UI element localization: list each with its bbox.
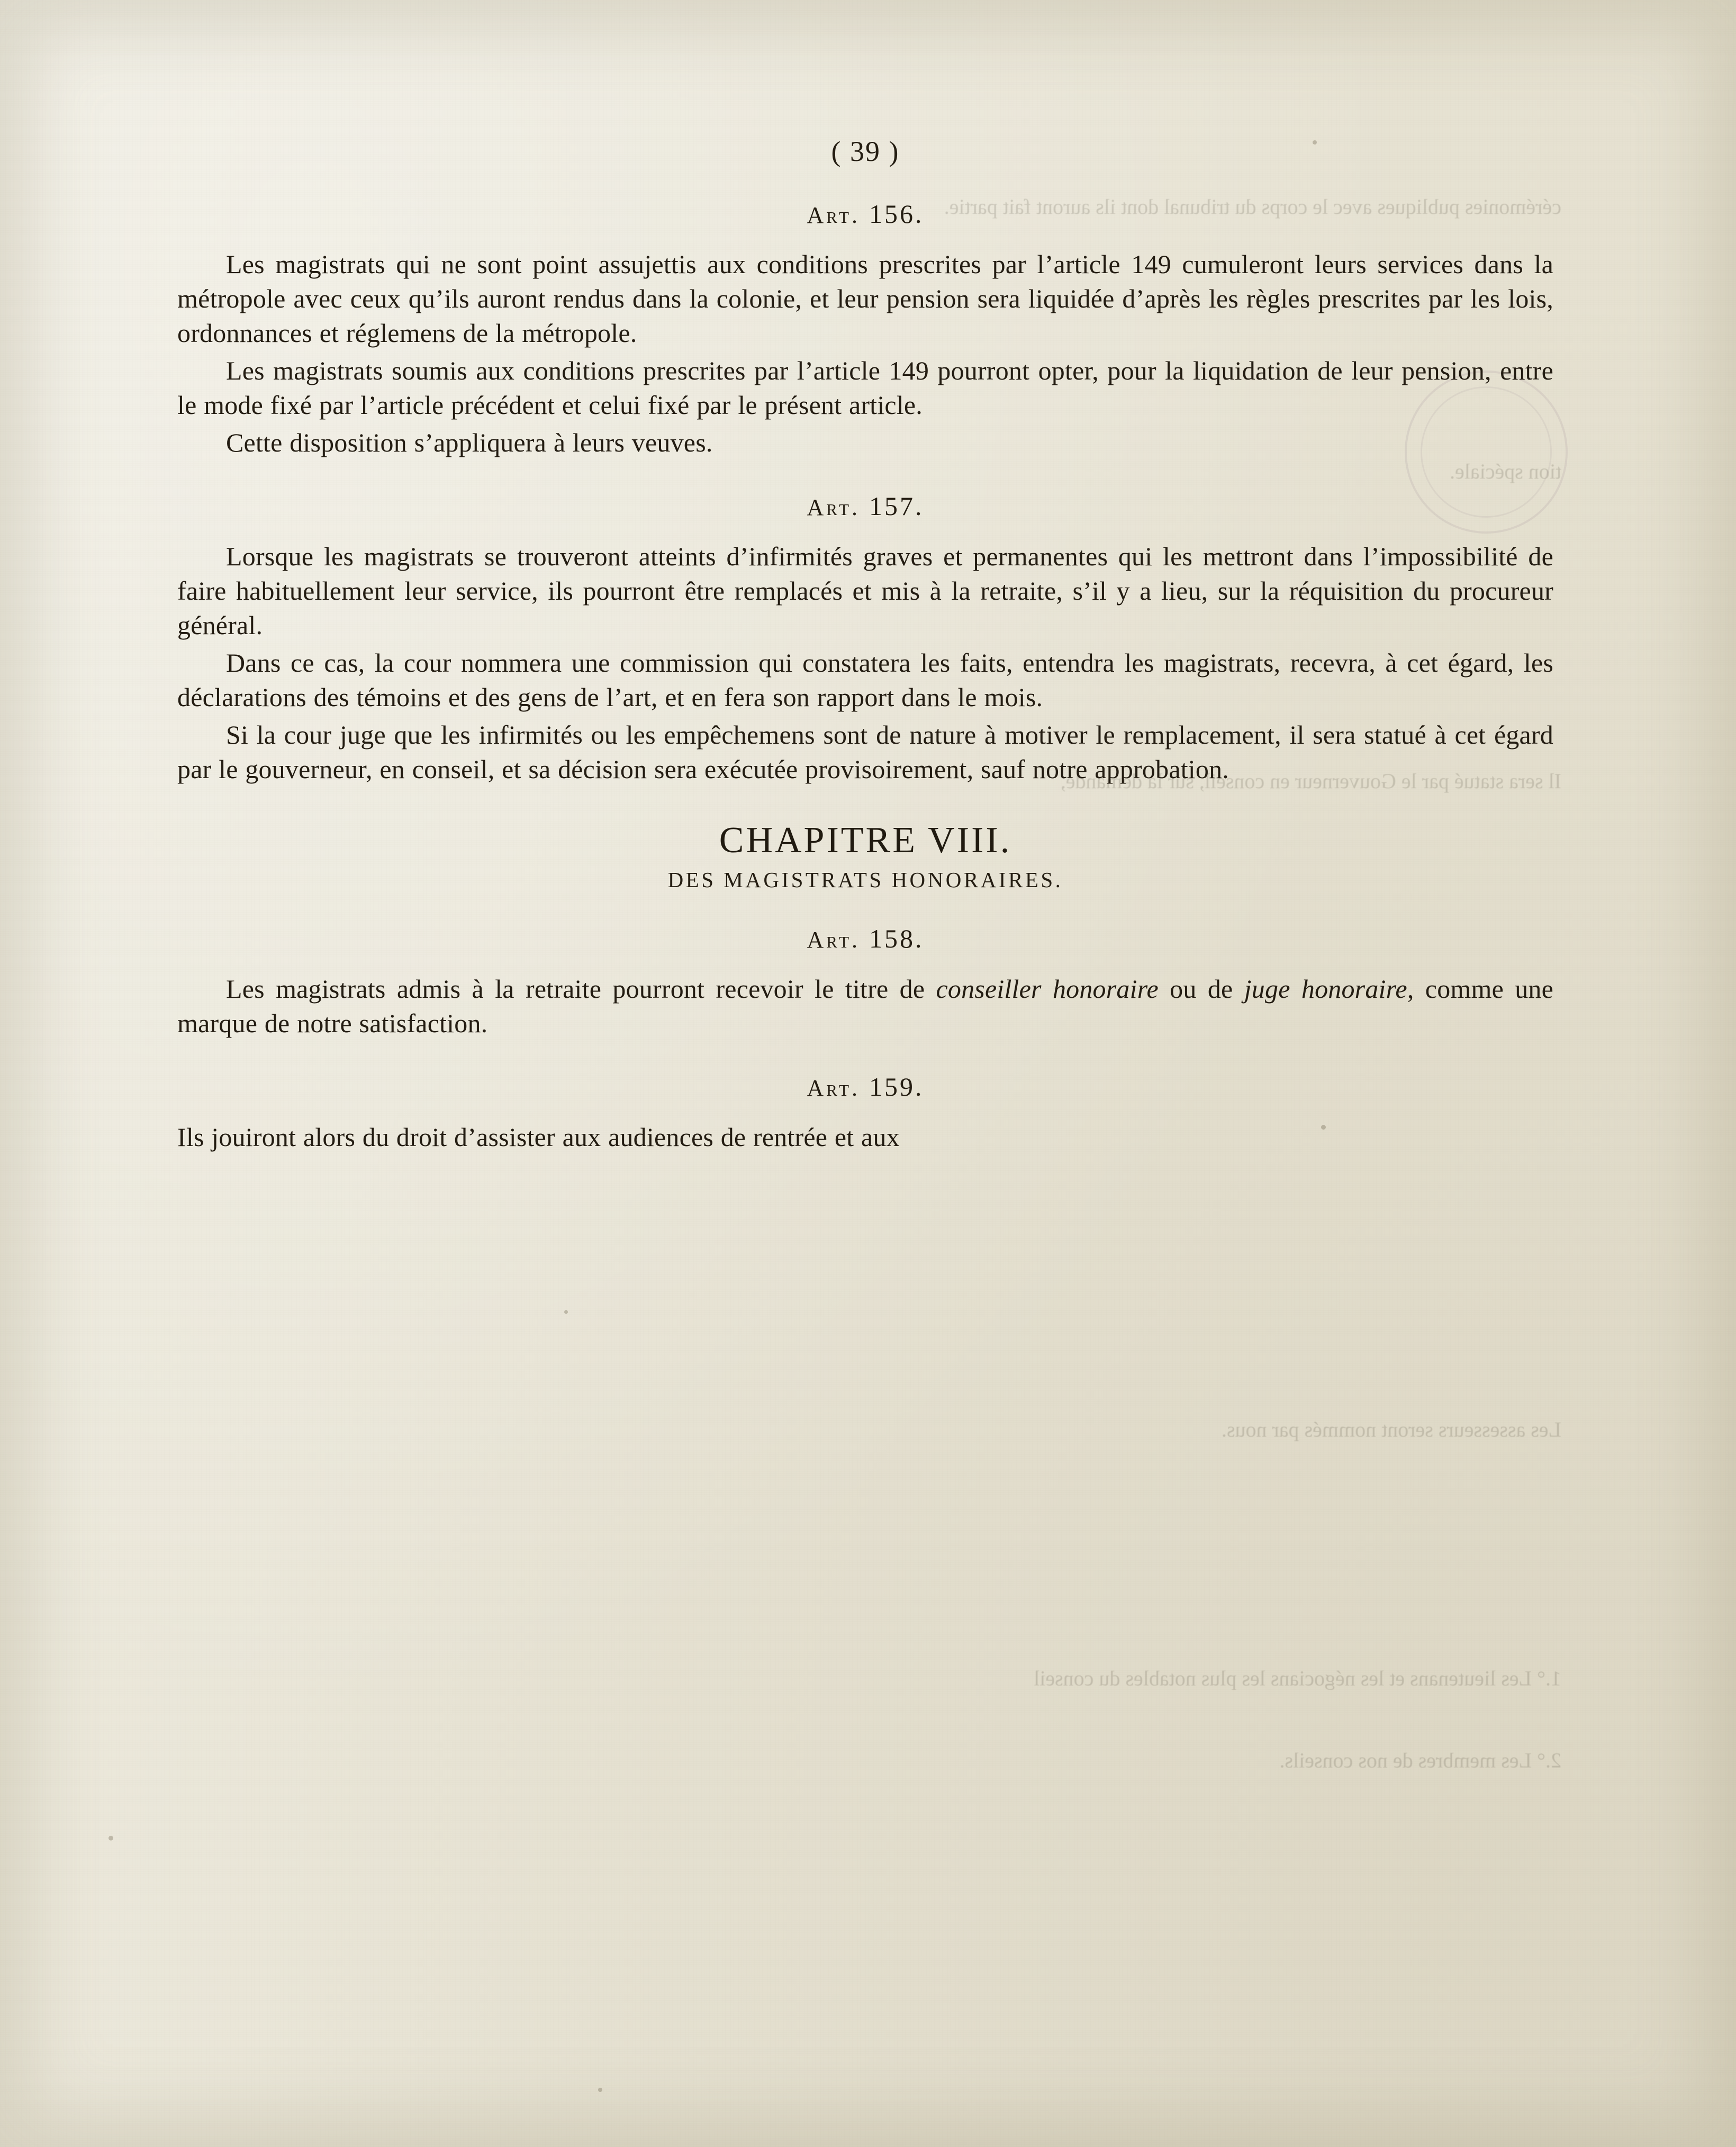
paragraph: Ils jouiront alors du droit d’assister aux audiences de rentrée et aux (177, 1122, 900, 1152)
article-label: Art. (807, 494, 861, 520)
article-label: Art. (807, 202, 861, 228)
article-heading-157 (177, 491, 1553, 521)
article-number: 159. (869, 1072, 924, 1102)
paragraph: Cette disposition s’appliquera à leurs veuves. (226, 428, 713, 457)
article-number: 157. (869, 491, 924, 521)
article-heading-159 (177, 1071, 1553, 1102)
paper-speck (598, 2088, 602, 2092)
article-label: Art. (807, 927, 861, 953)
article-heading-156 (177, 199, 1553, 229)
para-text-a: Les magistrats admis à la retraite pourront recevoir le titre de (226, 974, 936, 1004)
paragraph-158 (177, 972, 1553, 1041)
chapter-title: CHAPITRE VIII. (719, 820, 1012, 861)
text-column (177, 0, 1553, 1158)
chapter-subtitle: DES MAGISTRATS HONORAIRES. (667, 868, 1063, 892)
page-number: ( 39 ) (831, 136, 900, 167)
para-italic-juge-honoraire: juge honoraire (1244, 974, 1407, 1004)
bleed-line-3: Il sera statué par le Gouverneur en conseil, sur la demande, (1060, 769, 1561, 793)
para-text-e: , comme une marque de notre satisfaction. (177, 974, 1554, 1038)
paragraph: Les magistrats qui ne sont point assujettis aux conditions prescrites par l’article 149 cumuleront leurs services dans la métropole avec ceux qu’ils auront rendus dans la colonie, et leur pension sera liquidée d’après les règles prescrites par les lois, ordonnances et réglemens de la métropole. (177, 249, 1553, 348)
bleed-line-1: cérémonies publiques avec le corps du tribunal dont ils auront fait partie. (944, 195, 1561, 219)
paragraph: Dans ce cas, la cour nommera une commission qui constatera les faits, entendra les magistrats, recevra, à cet égard, les déclarations des témoins et des gens de l’art, et en fera son rapport dans le mois. (177, 648, 1553, 712)
paragraph: Lorsque les magistrats se trouveront atteints d’infirmités graves et permanentes qui les mettront dans l’impossibilité de faire habituellement leur service, ils pourront être remplacés et mis à la retraite, s’il y a lieu, sur la réquisition du procureur général. (177, 542, 1553, 640)
paper-speck (108, 1836, 113, 1841)
para-text-c: ou de (1158, 974, 1244, 1004)
bleed-line-2: tion spéciale. (1449, 459, 1561, 483)
article-heading-158 (177, 923, 1553, 954)
paper-speck (564, 1310, 568, 1314)
bleed-line-6: 2.° Les membres de nos conseils. (1279, 1748, 1561, 1772)
paragraph: Si la cour juge que les infirmités ou les empêchemens sont de nature à motiver le remplacement, il sera statué à cet égard par le gouverneur, en conseil, et sa décision sera exécutée provisoirement, sauf notre approbation. (177, 720, 1553, 784)
article-number: 156. (869, 199, 924, 229)
article-label: Art. (807, 1075, 861, 1101)
para-italic-conseiller-honoraire: conseiller honoraire (936, 974, 1159, 1004)
bleed-line-5: 1.° Les lieutenans et les négocians les plus notables du conseil (1034, 1666, 1561, 1690)
article-number: 158. (869, 924, 924, 953)
bleed-line-4: Les assesseurs seront nommés par nous. (1221, 1418, 1561, 1441)
paragraph: Les magistrats soumis aux conditions prescrites par l’article 149 pourront opter, pour la liquidation de leur pension, entre le mode fixé par l’article précédent et celui fixé par le présent article. (177, 356, 1553, 420)
